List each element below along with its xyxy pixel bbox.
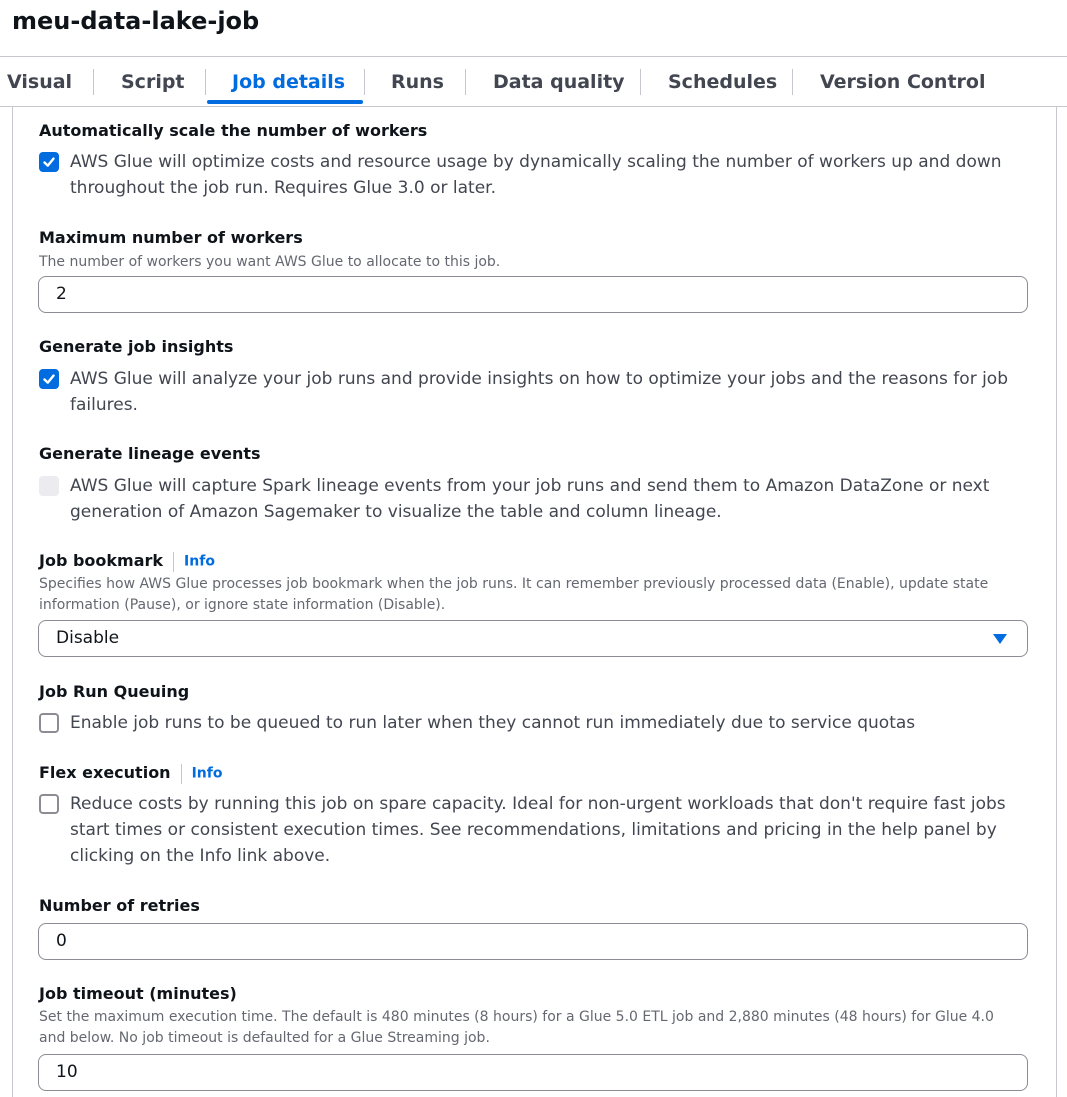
run-queuing-description: Enable job runs to be queued to run later when they cannot run immediately due to service quotas	[70, 713, 916, 733]
autoscale-description: AWS Glue will optimize costs and resource usage by dynamically scaling the number of workers up and down throughout the job run. Requires Glue 3.0 or later.	[70, 152, 1002, 198]
autoscale-checkbox[interactable]	[39, 152, 59, 172]
job-bookmark-info-link[interactable]: Info	[184, 553, 215, 570]
lineage-checkbox	[39, 476, 59, 496]
tab-divider	[640, 69, 641, 95]
tab-data-quality[interactable]: Data quality	[493, 71, 625, 93]
job-bookmark-select[interactable]	[38, 620, 1028, 657]
check-icon	[42, 155, 56, 169]
flex-execution-description: Reduce costs by running this job on spare capacity. Ideal for non-urgent workloads that don't require fast jobs start times or consistent execution times. See recommendations, limitations and pricing in the help panel by clicking on the Info link above.	[70, 794, 1006, 866]
tab-divider	[205, 69, 206, 95]
tab-version-control[interactable]: Version Control	[820, 71, 986, 93]
tab-divider	[93, 69, 94, 95]
active-tab-indicator	[207, 100, 363, 104]
job-insights-checkbox[interactable]	[39, 369, 59, 389]
tab-runs[interactable]: Runs	[391, 71, 444, 93]
check-icon	[42, 372, 56, 386]
info-divider	[173, 552, 174, 572]
flex-execution-checkbox[interactable]	[39, 794, 59, 814]
retries-input[interactable]: 0	[38, 923, 1028, 960]
tab-visual[interactable]: Visual	[7, 71, 73, 93]
max-workers-description: The number of workers you want AWS Glue to allocate to this job.	[39, 254, 501, 270]
lineage-label: Generate lineage events	[39, 444, 261, 463]
max-workers-label: Maximum number of workers	[39, 228, 303, 247]
lineage-description: AWS Glue will capture Spark lineage events from your job runs and send them to Amazon DataZone or next generation of Amazon Sagemaker to visualize the table and column lineage.	[70, 476, 990, 522]
flex-execution-info-link[interactable]: Info	[191, 765, 223, 782]
timeout-label: Job timeout (minutes)	[39, 984, 237, 1003]
flex-execution-label: Flex execution Info	[39, 763, 223, 782]
max-workers-input[interactable]: 2	[38, 276, 1028, 313]
page-title: meu-data-lake-job	[12, 7, 260, 35]
run-queuing-checkbox[interactable]	[39, 713, 59, 733]
tab-bar	[0, 57, 1067, 107]
tab-job-details[interactable]: Job details	[232, 71, 346, 93]
job-bookmark-selected-value: Disable	[56, 628, 120, 648]
retries-label: Number of retries	[39, 896, 200, 915]
tab-divider	[465, 69, 466, 95]
timeout-description: Set the maximum execution time. The default is 480 minutes (8 hours) for a Glue 5.0 ETL job and 2,880 minutes (48 hours) for Glue 4.0 and below. No job timeout is defaulted for a Glue Streaming job.	[39, 1009, 994, 1046]
job-insights-label: Generate job insights	[39, 337, 234, 356]
tab-divider	[364, 69, 365, 95]
tab-divider	[792, 69, 793, 95]
autoscale-label: Automatically scale the number of workers	[39, 121, 428, 140]
tab-script[interactable]: Script	[121, 71, 185, 93]
job-insights-description: AWS Glue will analyze your job runs and provide insights on how to optimize your jobs and the reasons for job failures.	[70, 369, 1008, 415]
job-bookmark-description: Specifies how AWS Glue processes job bookmark when the job runs. It can remember previously processed data (Enable), update state information (Pause), or ignore state information (Disable).	[39, 576, 989, 613]
info-divider	[181, 764, 182, 784]
caret-down-icon	[992, 633, 1008, 645]
run-queuing-label: Job Run Queuing	[39, 682, 190, 701]
tab-schedules[interactable]: Schedules	[668, 71, 778, 93]
job-bookmark-label: Job bookmark Info	[39, 551, 215, 570]
timeout-input[interactable]: 10	[38, 1054, 1028, 1091]
